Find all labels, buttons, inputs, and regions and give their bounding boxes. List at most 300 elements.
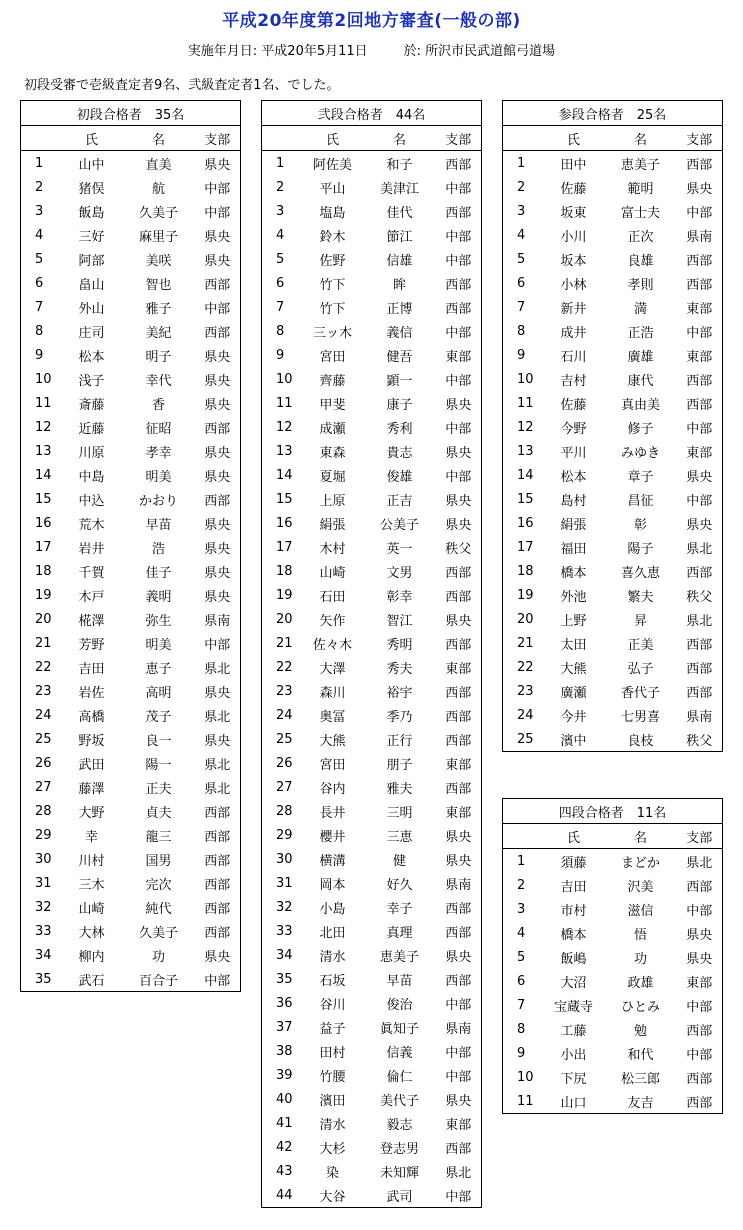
- branch: 西部: [445, 901, 472, 917]
- row-number: 8: [276, 323, 285, 339]
- branch: 東部: [445, 661, 472, 677]
- given-name: 正行: [386, 733, 413, 749]
- table-row: [21, 463, 241, 487]
- given-name: 修子: [627, 421, 654, 437]
- surname: 絹張: [560, 517, 587, 533]
- row-number: 7: [35, 299, 44, 315]
- table-row: [262, 319, 482, 343]
- table-row: [503, 993, 723, 1017]
- branch: 中部: [445, 997, 472, 1013]
- branch: 県央: [445, 1093, 472, 1109]
- branch: 東部: [445, 1117, 472, 1133]
- row-number: 16: [276, 515, 293, 531]
- branch: 県央: [204, 589, 231, 605]
- surname: 工藤: [560, 1023, 587, 1039]
- branch: 県北: [204, 781, 231, 797]
- given-name: 満: [633, 301, 647, 317]
- branch: 県北: [686, 541, 713, 557]
- surname: 上野: [560, 613, 587, 629]
- surname: 川原: [78, 445, 105, 461]
- branch: 西部: [686, 253, 713, 269]
- col-mei: 名: [605, 126, 677, 151]
- given-name: 陽子: [627, 541, 654, 557]
- given-name: まどか: [620, 855, 660, 871]
- branch: 秩父: [686, 589, 713, 605]
- surname: 小出: [560, 1047, 587, 1063]
- row-number: 31: [35, 875, 52, 891]
- row-number: 9: [517, 1045, 526, 1061]
- row-number: 21: [276, 635, 293, 651]
- surname: 太田: [560, 637, 587, 653]
- row-number: 40: [276, 1091, 293, 1107]
- branch: 県央: [686, 181, 713, 197]
- given-name: 武司: [386, 1189, 413, 1205]
- surname: 北田: [319, 925, 346, 941]
- given-name: 雅子: [145, 301, 172, 317]
- surname: 川村: [78, 853, 105, 869]
- branch: 中部: [445, 181, 472, 197]
- table-row: [503, 535, 723, 559]
- given-name: 純代: [145, 901, 172, 917]
- given-name: 義信: [386, 325, 413, 341]
- given-name: 朋子: [386, 757, 413, 773]
- table-row: [262, 175, 482, 199]
- surname: 佐々木: [312, 637, 352, 653]
- given-name: 陽一: [145, 757, 172, 773]
- row-number: 33: [35, 923, 52, 939]
- surname: 齊藤: [319, 373, 346, 389]
- surname: 中島: [78, 469, 105, 485]
- branch: 県北: [204, 661, 231, 677]
- branch: 西部: [204, 421, 231, 437]
- given-name: 政雄: [627, 975, 654, 991]
- table-row: [503, 295, 723, 319]
- table-row: [21, 919, 241, 943]
- branch: 中部: [445, 1045, 472, 1061]
- row-number: 13: [35, 443, 52, 459]
- branch: 秩父: [445, 541, 472, 557]
- row-number: 8: [517, 323, 526, 339]
- surname: 山口: [560, 1095, 587, 1111]
- given-name: 沢美: [627, 879, 654, 895]
- branch: 県央: [204, 541, 231, 557]
- branch: 中部: [204, 181, 231, 197]
- branch: 県央: [204, 349, 231, 365]
- table-row: [503, 439, 723, 463]
- table-row: [21, 175, 241, 199]
- table-row: [21, 727, 241, 751]
- surname: 染: [325, 1165, 339, 1181]
- row-number: 24: [35, 707, 52, 723]
- table-row: [262, 1039, 482, 1063]
- branch: 中部: [445, 229, 472, 245]
- surname: 櫻井: [319, 829, 346, 845]
- table-row: [262, 1111, 482, 1135]
- row-number: 2: [517, 179, 526, 195]
- row-number: 37: [276, 1019, 293, 1035]
- given-name: 登志男: [379, 1141, 419, 1157]
- given-name: 廣雄: [627, 349, 654, 365]
- row-number: 17: [35, 539, 52, 555]
- table-row: [21, 679, 241, 703]
- given-name: 英一: [386, 541, 413, 557]
- branch: 中部: [204, 973, 231, 989]
- table-row: [262, 1135, 482, 1159]
- col-mei: 名: [605, 824, 677, 849]
- surname: 今野: [560, 421, 587, 437]
- branch: 東部: [686, 301, 713, 317]
- given-name: 健: [392, 853, 406, 869]
- given-name: 三明: [386, 805, 413, 821]
- given-name: 幸代: [145, 373, 172, 389]
- branch: 県央: [445, 949, 472, 965]
- surname: 益子: [319, 1021, 346, 1037]
- given-name: 俊雄: [386, 469, 413, 485]
- surname: 矢作: [319, 613, 346, 629]
- given-name: 秀明: [386, 637, 413, 653]
- branch: 西部: [445, 637, 472, 653]
- table-row: [262, 607, 482, 631]
- given-name: 繁夫: [627, 589, 654, 605]
- branch: 西部: [445, 925, 472, 941]
- table-row: [503, 727, 723, 752]
- surname: 鈴木: [319, 229, 346, 245]
- col-branch: 支部: [436, 126, 482, 151]
- row-number: 16: [35, 515, 52, 531]
- branch: 中部: [204, 637, 231, 653]
- col-branch: 支部: [677, 126, 723, 151]
- row-number: 10: [276, 371, 293, 387]
- row-number: 28: [35, 803, 52, 819]
- table-row: [503, 511, 723, 535]
- row-number: 12: [276, 419, 293, 435]
- surname: 平山: [319, 181, 346, 197]
- given-name: 裕宇: [386, 685, 413, 701]
- surname: 木戸: [78, 589, 105, 605]
- table-row: [503, 367, 723, 391]
- row-number: 4: [517, 925, 526, 941]
- given-name: 正吉: [386, 493, 413, 509]
- row-number: 6: [517, 275, 526, 291]
- table-row: [503, 849, 723, 874]
- table-row: [21, 895, 241, 919]
- table-row: [262, 463, 482, 487]
- table-row: [262, 1015, 482, 1039]
- row-number: 35: [276, 971, 293, 987]
- branch: 西部: [686, 565, 713, 581]
- given-name: 征昭: [145, 421, 172, 437]
- branch: 中部: [445, 325, 472, 341]
- surname: 椛澤: [78, 613, 105, 629]
- given-name: 彰幸: [386, 589, 413, 605]
- branch: 西部: [204, 325, 231, 341]
- table-caption: 四段合格者 11名: [503, 799, 723, 824]
- surname: 大沼: [560, 975, 587, 991]
- surname: 小林: [560, 277, 587, 293]
- surname: 夏堀: [319, 469, 346, 485]
- col-branch: 支部: [677, 824, 723, 849]
- given-name: 七男喜: [620, 709, 660, 725]
- surname: 大澤: [319, 661, 346, 677]
- table-row: [262, 727, 482, 751]
- row-number: 20: [276, 611, 293, 627]
- surname: 濱中: [560, 733, 587, 749]
- surname: 橋本: [560, 927, 587, 943]
- given-name: 久美子: [138, 205, 178, 221]
- row-number: 21: [517, 635, 534, 651]
- row-number: 11: [517, 1093, 534, 1109]
- branch: 西部: [445, 1141, 472, 1157]
- branch: 中部: [204, 301, 231, 317]
- given-name: 倫仁: [386, 1069, 413, 1085]
- exam-info: [0, 40, 743, 59]
- row-number: 15: [517, 491, 534, 507]
- given-name: 貞夫: [145, 805, 172, 821]
- col-no: [503, 126, 543, 151]
- table-row: [503, 271, 723, 295]
- row-number: 23: [517, 683, 534, 699]
- row-number: 24: [276, 707, 293, 723]
- given-name: 佳子: [145, 565, 172, 581]
- table-caption: 弐段合格者 44名: [262, 101, 482, 126]
- surname: 竹下: [319, 277, 346, 293]
- row-number: 9: [517, 347, 526, 363]
- given-name: 龍三: [145, 829, 172, 845]
- given-name: 浩: [151, 541, 165, 557]
- surname: 阿佐美: [312, 157, 352, 173]
- table-row: [503, 319, 723, 343]
- surname: 奥冨: [319, 709, 346, 725]
- row-number: 4: [35, 227, 44, 243]
- surname: 斎藤: [78, 397, 105, 413]
- surname: 今井: [560, 709, 587, 725]
- table-row: [262, 775, 482, 799]
- branch: 県北: [686, 855, 713, 871]
- branch: 県北: [686, 613, 713, 629]
- table-row: [21, 583, 241, 607]
- row-number: 32: [35, 899, 52, 915]
- table-row: [262, 799, 482, 823]
- branch: 県央: [204, 733, 231, 749]
- row-number: 2: [517, 877, 526, 893]
- given-name: 恵美子: [379, 949, 419, 965]
- branch: 東部: [686, 445, 713, 461]
- branch: 県央: [686, 469, 713, 485]
- branch: 県央: [445, 853, 472, 869]
- col-no: [503, 824, 543, 849]
- given-name: 信義: [386, 1045, 413, 1061]
- surname: 大野: [78, 805, 105, 821]
- table-row: [503, 945, 723, 969]
- col-mei: 名: [364, 126, 436, 151]
- given-name: 国男: [145, 853, 172, 869]
- branch: 西部: [445, 973, 472, 989]
- table-row: [262, 631, 482, 655]
- table-row: [503, 391, 723, 415]
- table-row: [503, 679, 723, 703]
- row-number: 14: [276, 467, 293, 483]
- surname: 塩島: [319, 205, 346, 221]
- surname: 宮田: [319, 349, 346, 365]
- branch: 西部: [204, 901, 231, 917]
- table-row: [262, 823, 482, 847]
- branch: 西部: [686, 373, 713, 389]
- row-number: 23: [276, 683, 293, 699]
- row-number: 34: [276, 947, 293, 963]
- branch: 県央: [204, 373, 231, 389]
- given-name: 良雄: [627, 253, 654, 269]
- row-number: 9: [35, 347, 44, 363]
- surname: 田中: [560, 157, 587, 173]
- branch: 県北: [204, 757, 231, 773]
- branch: 県南: [686, 709, 713, 725]
- branch: 中部: [686, 493, 713, 509]
- branch: 県央: [445, 397, 472, 413]
- surname: 宮田: [319, 757, 346, 773]
- branch: 県北: [204, 709, 231, 725]
- surname: 吉田: [560, 879, 587, 895]
- given-name: 俊治: [386, 997, 413, 1013]
- table-row: [503, 199, 723, 223]
- given-name: 真由美: [620, 397, 660, 413]
- table-row: [262, 1063, 482, 1087]
- row-number: 29: [35, 827, 52, 843]
- surname: 谷川: [319, 997, 346, 1013]
- table-row: [21, 559, 241, 583]
- surname: 山崎: [78, 901, 105, 917]
- row-number: 10: [35, 371, 52, 387]
- branch: 西部: [686, 157, 713, 173]
- row-number: 42: [276, 1139, 293, 1155]
- given-name: 秀利: [386, 421, 413, 437]
- given-name: 美津江: [379, 181, 419, 197]
- table-row: [21, 823, 241, 847]
- surname: 野坂: [78, 733, 105, 749]
- given-name: 三恵: [386, 829, 413, 845]
- table-row: [503, 343, 723, 367]
- branch: 西部: [686, 397, 713, 413]
- given-name: 恵美子: [620, 157, 660, 173]
- branch: 県南: [445, 1021, 472, 1037]
- row-number: 14: [517, 467, 534, 483]
- branch: 西部: [686, 1071, 713, 1087]
- row-number: 5: [517, 949, 526, 965]
- surname: 山崎: [319, 565, 346, 581]
- branch: 東部: [445, 757, 472, 773]
- given-name: 明子: [145, 349, 172, 365]
- branch: 西部: [445, 685, 472, 701]
- given-name: 未知輝: [379, 1165, 419, 1181]
- table-row: [503, 583, 723, 607]
- branch: 西部: [204, 925, 231, 941]
- given-name: 高明: [145, 685, 172, 701]
- branch: 中部: [686, 999, 713, 1015]
- row-number: 30: [35, 851, 52, 867]
- row-number: 30: [276, 851, 293, 867]
- branch: 中部: [445, 253, 472, 269]
- surname: 成井: [560, 325, 587, 341]
- surname: 佐野: [319, 253, 346, 269]
- branch: 県南: [204, 613, 231, 629]
- surname: 三木: [78, 877, 105, 893]
- given-name: 良一: [145, 733, 172, 749]
- branch: 県央: [445, 613, 472, 629]
- given-name: 和代: [627, 1047, 654, 1063]
- row-number: 13: [276, 443, 293, 459]
- surname: 岩佐: [78, 685, 105, 701]
- row-number: 18: [35, 563, 52, 579]
- surname: 山中: [78, 157, 105, 173]
- surname: 坂東: [560, 205, 587, 221]
- table-row: [21, 223, 241, 247]
- table-nidan: [261, 100, 482, 1208]
- given-name: 佳代: [386, 205, 413, 221]
- table-row: [262, 895, 482, 919]
- row-number: 9: [276, 347, 285, 363]
- row-number: 5: [35, 251, 44, 267]
- branch: 県央: [204, 397, 231, 413]
- row-number: 17: [276, 539, 293, 555]
- table-row: [503, 921, 723, 945]
- table-row: [262, 415, 482, 439]
- branch: 西部: [686, 637, 713, 653]
- surname: 猪俣: [78, 181, 105, 197]
- table-row: [262, 1183, 482, 1208]
- branch: 県央: [204, 469, 231, 485]
- table-row: [503, 631, 723, 655]
- table-row: [503, 897, 723, 921]
- table-row: [503, 1065, 723, 1089]
- table-row: [21, 751, 241, 775]
- row-number: 23: [35, 683, 52, 699]
- surname: 外池: [560, 589, 587, 605]
- given-name: 勉: [633, 1023, 647, 1039]
- given-name: 功: [633, 951, 647, 967]
- branch: 中部: [445, 421, 472, 437]
- given-name: 直美: [145, 157, 172, 173]
- branch: 中部: [686, 1047, 713, 1063]
- surname: 高橋: [78, 709, 105, 725]
- surname: 三好: [78, 229, 105, 245]
- row-number: 22: [35, 659, 52, 675]
- branch: 中部: [445, 373, 472, 389]
- given-name: 和子: [386, 157, 413, 173]
- table-row: [21, 199, 241, 223]
- table-row: [21, 439, 241, 463]
- given-name: 健吾: [386, 349, 413, 365]
- table-caption: 参段合格者 25名: [503, 101, 723, 126]
- row-number: 2: [35, 179, 44, 195]
- row-number: 3: [276, 203, 285, 219]
- branch: 西部: [686, 277, 713, 293]
- row-number: 12: [35, 419, 52, 435]
- surname: 吉村: [560, 373, 587, 389]
- surname: 成瀬: [319, 421, 346, 437]
- row-number: 7: [517, 299, 526, 315]
- row-number: 14: [35, 467, 52, 483]
- surname: 竹腰: [319, 1069, 346, 1085]
- branch: 西部: [204, 493, 231, 509]
- row-number: 7: [517, 997, 526, 1013]
- table-row: [262, 703, 482, 727]
- given-name: ひとみ: [620, 999, 660, 1015]
- table-row: [262, 223, 482, 247]
- table-row: [503, 1041, 723, 1065]
- given-name: 正美: [627, 637, 654, 653]
- col-sei: 氏: [61, 126, 123, 151]
- branch: 西部: [445, 205, 472, 221]
- surname: 新井: [560, 301, 587, 317]
